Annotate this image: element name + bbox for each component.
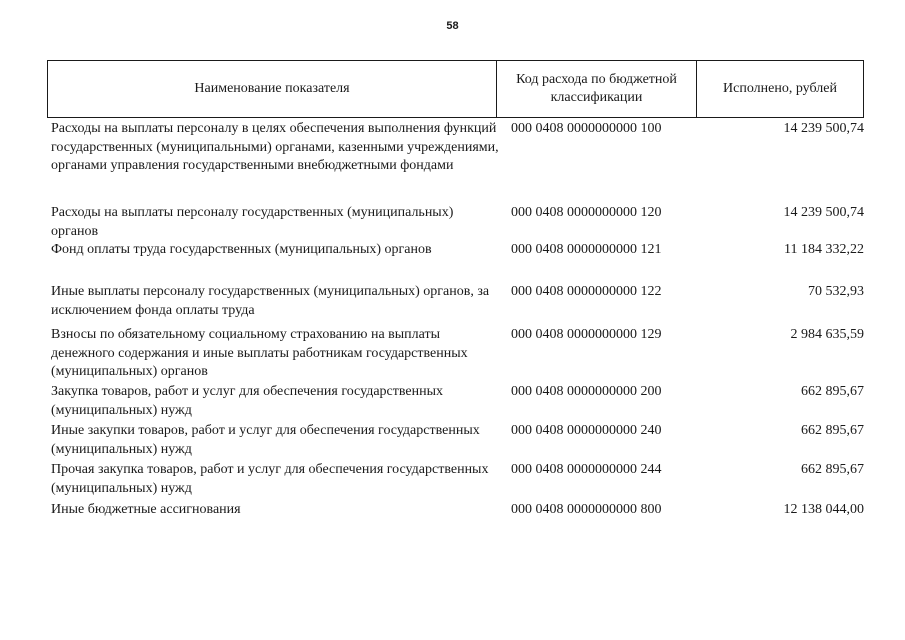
row-name: Иные закупки товаров, работ и услуг для обеспечения государственных (муниципальных) нужд xyxy=(51,423,480,457)
row-name: Фонд оплаты труда государственных (муниципальных) органов xyxy=(51,242,432,257)
header-executed: Исполнено, рублей xyxy=(723,81,837,96)
row-code: 000 0408 0000000000 800 xyxy=(511,502,662,517)
row-executed: 662 895,67 xyxy=(801,423,864,438)
row-name: Иные бюджетные ассигнования xyxy=(51,502,241,517)
row-executed: 70 532,93 xyxy=(808,284,864,299)
row-executed: 12 138 044,00 xyxy=(783,502,864,517)
table-header xyxy=(47,60,864,118)
row-name: Расходы на выплаты персоналу государственных (муниципальных) органов xyxy=(51,205,454,239)
row-name: Прочая закупка товаров, работ и услуг для обеспечения государственных (муниципальных) нужд xyxy=(51,462,489,496)
row-code: 000 0408 0000000000 122 xyxy=(511,284,662,299)
row-executed: 2 984 635,59 xyxy=(790,327,864,342)
row-code: 000 0408 0000000000 200 xyxy=(511,384,662,399)
row-name: Иные выплаты персоналу государственных (муниципальных) органов, за исключением фонда оплаты труда xyxy=(51,284,490,318)
row-code: 000 0408 0000000000 121 xyxy=(511,242,662,257)
row-code: 000 0408 0000000000 129 xyxy=(511,327,662,342)
row-code: 000 0408 0000000000 100 xyxy=(511,121,662,136)
row-executed: 662 895,67 xyxy=(801,384,864,399)
row-code: 000 0408 0000000000 244 xyxy=(511,462,662,477)
row-name: Взносы по обязательному социальному страхованию на выплаты денежного содержания и иные выплаты работникам государственных (муниципальных) органов xyxy=(51,327,468,379)
page-number: 58 xyxy=(446,20,459,32)
header-code: Код расхода по бюджетной классификации xyxy=(497,61,697,117)
row-executed: 14 239 500,74 xyxy=(783,205,864,220)
row-executed: 14 239 500,74 xyxy=(783,121,864,136)
row-name: Закупка товаров, работ и услуг для обеспечения государственных (муниципальных) нужд xyxy=(51,384,444,418)
row-code: 000 0408 0000000000 240 xyxy=(511,423,662,438)
row-executed: 11 184 332,22 xyxy=(784,242,864,257)
row-code: 000 0408 0000000000 120 xyxy=(511,205,662,220)
row-executed: 662 895,67 xyxy=(801,462,864,477)
row-name: Расходы на выплаты персоналу в целях обеспечения выполнения функций государственных (муниципальными) органами, казенными учреждениями, органами управления государственными внебюджетными фондами xyxy=(51,121,499,173)
header-name: Наименование показателя xyxy=(48,61,497,117)
